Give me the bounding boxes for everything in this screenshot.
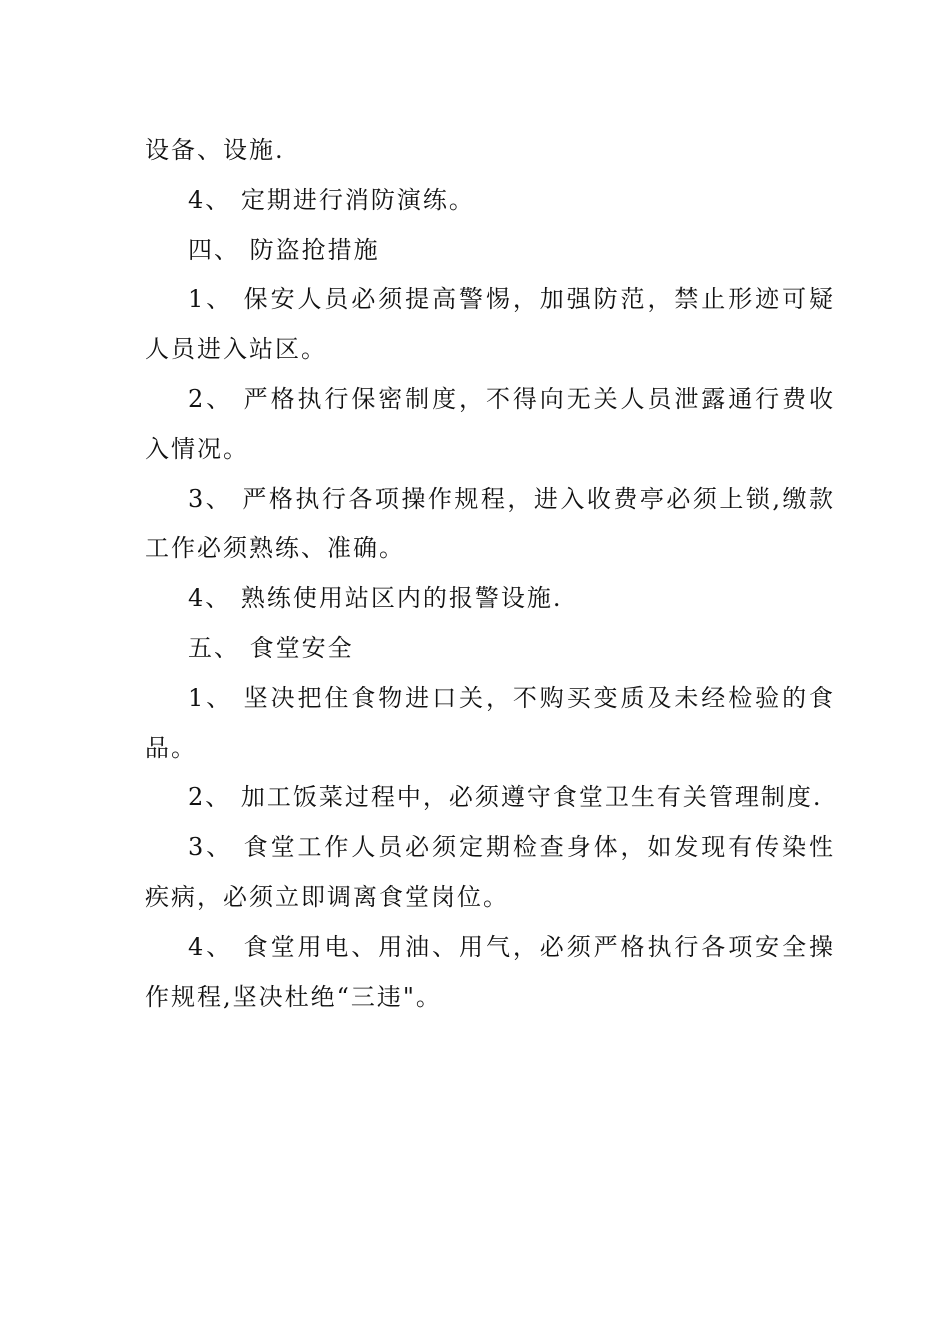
section-heading-canteen-safety: 五、 食堂安全 (188, 633, 354, 662)
paragraph-continuation: 设备、设施. (145, 136, 285, 164)
paragraph-energy-safety: 4、 食堂用电、用油、用气，必须严格执行各项安全操作规程,坚决杜绝“三违"。 (145, 932, 835, 1011)
paragraph-operating-rules: 3、 严格执行各项操作规程，进入收费亭必须上锁,缴款工作必须熟练、准确。 (145, 484, 835, 563)
paragraph-security-vigilance: 1、 保安人员必须提高警惕，加强防范，禁止形迹可疑人员进入站区。 (145, 285, 835, 364)
paragraph-food-hygiene: 2、 加工饭菜过程中，必须遵守食堂卫生有关管理制度. (188, 783, 823, 812)
paragraph-alarm-facilities: 4、 熟练使用站区内的报警设施. (188, 584, 563, 613)
paragraph-food-inspection: 1、 坚决把住食物进口关，不购买变质及未经检验的食品。 (145, 683, 835, 762)
paragraph-fire-drill: 4、 定期进行消防演练。 (188, 185, 475, 214)
document-body (145, 126, 835, 1022)
paragraph-confidentiality: 2、 严格执行保密制度，不得向无关人员泄露通行费收入情况。 (145, 384, 835, 463)
paragraph-staff-health: 3、 食堂工作人员必须定期检查身体，如发现有传染性疾病，必须立即调离食堂岗位。 (145, 833, 835, 911)
section-heading-anti-theft: 四、 防盗抢措施 (188, 235, 380, 264)
